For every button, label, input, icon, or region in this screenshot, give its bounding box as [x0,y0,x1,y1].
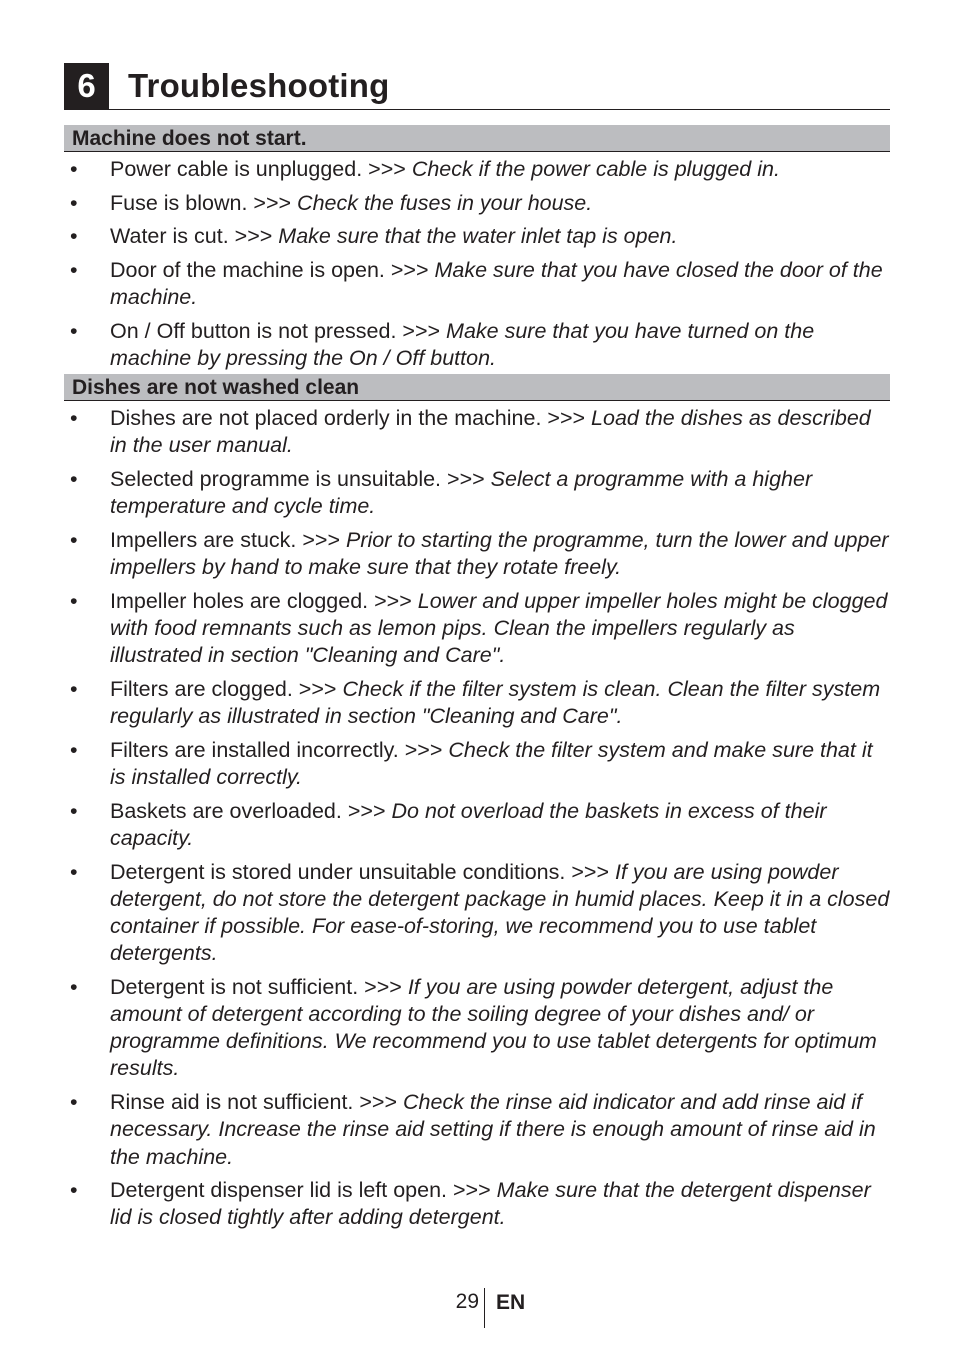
solution-text: Check the rinse aid indicator and add rinse aid if necessary. Increase the rinse aid setting if there is enough amount of rinse aid in the machine. [110,1090,876,1169]
solution-text: Prior to starting the programme, turn the lower and upper impellers by hand to make sure that they rotate freely. [110,527,889,580]
problem-text: Detergent is not sufficient. >>> [110,974,408,999]
list-item: • Water is cut. >>> Make sure that the water inlet tap is open. [70,224,678,249]
list-item: • Detergent dispenser lid is left open. >>> Make sure that the detergent dispenser lid is closed tightly after adding detergent. [70,1178,871,1230]
solution-text: Check if the power cable is plugged in. [411,157,780,181]
solution-text: Make sure that the water inlet tap is open. [278,224,678,249]
list-item: • Rinse aid is not sufficient. >>> Check the rinse aid indicator and add rinse aid if necessary. Increase the rinse aid setting if there is enough amount of rinse aid in the machine. [70,1090,876,1169]
problem-text: Detergent dispenser lid is left open. >>> [110,1178,497,1203]
solution-text: Load the dishes as described in the user manual. [110,406,871,458]
solution-text: Lower and upper impeller holes might be clogged with food remnants such as lemon pips. Clean the impellers regularly as illustrated in section "Cleaning and Care". [110,588,888,668]
footer-divider [484,1288,485,1328]
section-heading-machine-does-not-start: Machine does not start. [64,125,890,152]
list-item: • Impellers are stuck. >>> Prior to starting the programme, turn the lower and upper impellers by hand to make sure that they rotate freely. [70,527,889,580]
problem-text: Impellers are stuck. >>> [110,527,347,552]
problem-text: Selected programme is unsuitable. >>> [110,466,491,491]
solution-text: Make sure that you have turned on the machine by pressing the On / Off button. [110,319,815,371]
list-item: • Filters are clogged. >>> Check if the filter system is clean. Clean the filter system regularly as illustrated in section "Cleaning and Care". [70,676,881,729]
page-number: 29 [455,1290,479,1313]
solution-text: Do not overload the baskets in excess of their capacity. [110,798,827,850]
list-item: • Baskets are overloaded. >>> Do not overload the baskets in excess of their capacity. [70,798,827,850]
solution-text: Make sure that you have closed the door of the machine. [110,258,883,310]
solution-text: Check the fuses in your house. [297,190,593,215]
list-item: • Impeller holes are clogged. >>> Lower and upper impeller holes might be clogged with food remnants such as lemon pips. Clean the impellers regularly as illustrated in section "Cleaning and Care". [70,588,888,668]
list-item: • Detergent is not sufficient. >>> If you are using powder detergent, adjust the amount of detergent according to the soiling degree of your dishes and/ or programme definitions. We recommend you to use tablet detergents for optimum results. [70,974,877,1081]
chapter-number: 6 [64,63,109,109]
problem-text: Baskets are overloaded. >>> [110,798,392,823]
chapter-title: Troubleshooting [128,67,390,104]
section-heading-dishes-not-clean: Dishes are not washed clean [64,374,890,401]
problem-text: Impeller holes are clogged. >>> [110,588,418,613]
solution-text: Check the filter system and make sure that it is installed correctly. [110,737,873,789]
list-item: • Selected programme is unsuitable. >>> Select a programme with a higher temperature and cycle time. [70,466,813,519]
problem-text: Power cable is unplugged. >>> [110,157,412,181]
solution-text: If you are using powder detergent, do not store the detergent package in humid places. Keep it in a closed container if possible. For ease-of-storing, we recommend you to use tablet detergents. [110,859,890,966]
language-code: EN [496,1291,526,1314]
problem-text: Detergent is stored under unsuitable conditions. >>> [110,859,615,884]
list-item: • Fuse is blown. >>> Check the fuses in your house. [70,190,593,215]
problem-list-machine-does-not-start [64,156,890,372]
problem-text: Fuse is blown. >>> [110,190,298,215]
solution-text: Select a programme with a higher temperature and cycle time. [110,466,813,519]
list-item: • Door of the machine is open. >>> Make sure that you have closed the door of the machine. [70,258,883,310]
solution-text: Check if the filter system is clean. Clean the filter system regularly as illustrated in section "Cleaning and Care". [110,676,881,729]
problem-list-dishes-not-clean [64,405,890,1232]
problem-text: Water is cut. >>> [110,224,279,249]
list-item: • Dishes are not placed orderly in the machine. >>> Load the dishes as described in the user manual. [70,406,871,458]
problem-text: Dishes are not placed orderly in the machine. >>> [110,406,592,430]
problem-text: Filters are clogged. >>> [110,676,343,701]
solution-text: Make sure that the detergent dispenser lid is closed tightly after adding detergent. [110,1178,871,1230]
list-item: • Detergent is stored under unsuitable conditions. >>> If you are using powder detergent, do not store the detergent package in humid places. Keep it in a closed container if possible. For ease-of-storing, we recommend you to use tablet detergents. [70,859,890,966]
list-item: • Filters are installed incorrectly. >>> Check the filter system and make sure that it is installed correctly. [70,737,873,789]
problem-text: On / Off button is not pressed. >>> [110,319,447,344]
problem-text: Filters are installed incorrectly. >>> [110,737,449,762]
list-item: • On / Off button is not pressed. >>> Make sure that you have turned on the machine by pressing the On / Off button. [70,319,815,371]
problem-text: Door of the machine is open. >>> [110,258,435,283]
page-footer [0,1288,954,1328]
problem-text: Rinse aid is not sufficient. >>> [110,1090,404,1115]
chapter-header [64,63,890,110]
list-item: • Power cable is unplugged. >>> Check if the power cable is plugged in. [70,157,780,181]
solution-text: If you are using powder detergent, adjust the amount of detergent according to the soiling degree of your dishes and/ or programme definitions. We recommend you to use tablet detergents for optimum results. [110,974,877,1081]
